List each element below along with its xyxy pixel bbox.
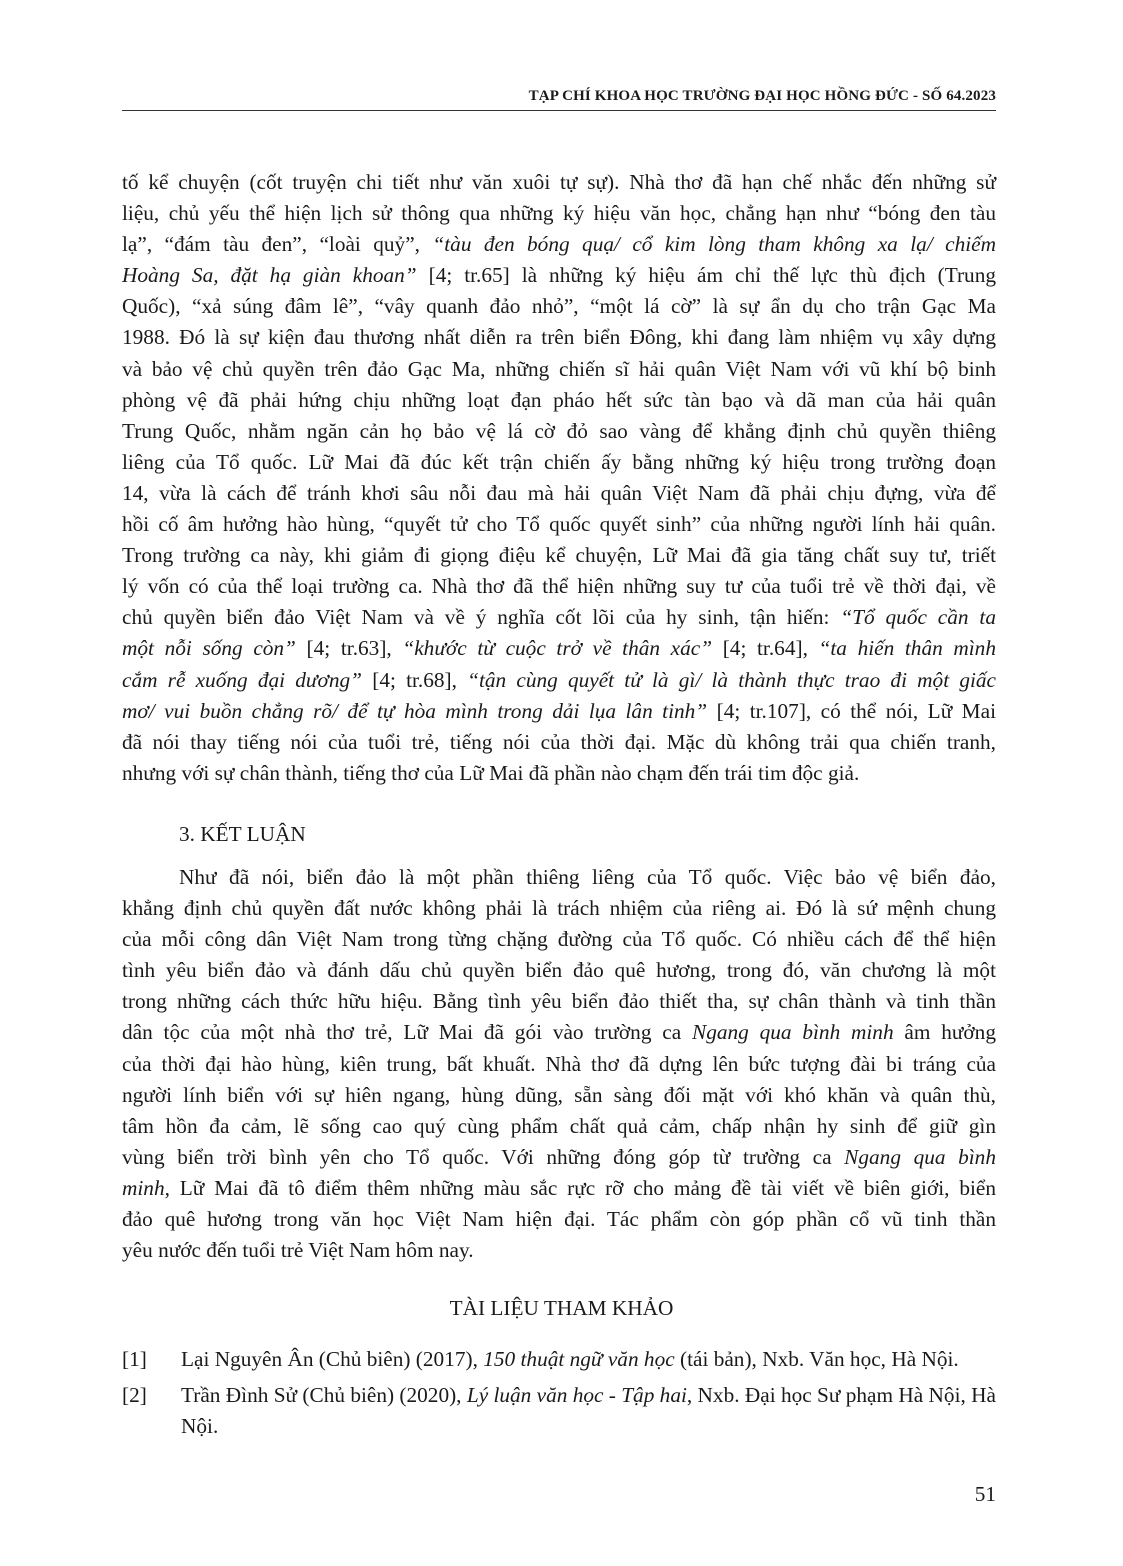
running-header <box>122 86 996 112</box>
quote-italic: “khước từ cuộc trở về thân xác” <box>402 636 713 661</box>
text-run: chủ quyền biển đảo Việt Nam và về ý nghĩa cốt lõi của hy sinh, tận hiến: <box>122 605 841 630</box>
text-line: đã nói thay tiếng nói của tuổi trẻ, tiếng nói của thời đại. Mặc dù không trải qua chiến tranh, <box>122 729 996 754</box>
text-line <box>122 665 996 696</box>
quote-italic: Hoàng Sa, đặt hạ giàn khoan” <box>122 263 417 288</box>
text-line: liệu, chủ yếu thể hiện lịch sử thông qua những ký hiệu văn học, chẳng hạn như “bóng đen tàu <box>122 201 996 226</box>
text-line: Quốc), “xả súng đâm lê”, “vây quanh đảo nhỏ”, “một lá cờ” là sự ẩn dụ cho trận Gạc Ma <box>122 294 996 319</box>
reference-author: Trần Đình Sử (Chủ biên) (2020), <box>181 1383 467 1408</box>
text-line: của thời đại hào hùng, kiên trung, bất khuất. Nhà thơ đã dựng lên bức tượng đài bi tráng của <box>122 1051 996 1076</box>
quote-italic: cắm rễ xuống đại dương” <box>122 667 363 692</box>
reference-number: [1] <box>122 1347 147 1371</box>
text-run: dân tộc của một nhà thơ trẻ, Lữ Mai đã gói vào trường ca <box>122 1020 692 1045</box>
reference-item <box>122 1344 996 1375</box>
header-rule <box>122 110 996 111</box>
reference-title: Lý luận văn học - Tập hai <box>466 1383 687 1408</box>
text-line: phòng vệ đã phải hứng chịu những loạt đạn pháo hết sức tàn bạo và dã man của hải quân <box>122 387 996 412</box>
references-title: TÀI LIỆU THAM KHẢO <box>449 1296 674 1320</box>
text-line <box>122 696 996 727</box>
reference-item <box>122 1380 996 1442</box>
text-line: và bảo vệ chủ quyền trên đảo Gạc Ma, những chiến sĩ hải quân Việt Nam với vũ khí bộ binh <box>122 356 996 381</box>
work-title-italic: minh <box>122 1175 165 1200</box>
text-line: của mỗi công dân Việt Nam trong từng chặng đường của Tổ quốc. Có nhiều cách để thể hiện <box>122 927 996 952</box>
text-line <box>122 1173 996 1204</box>
conclusion-paragraph <box>122 862 996 1266</box>
text-line: Như đã nói, biển đảo là một phần thiêng liêng của Tổ quốc. Việc bảo vệ biển đảo, <box>179 865 996 889</box>
text-line <box>122 633 996 664</box>
work-title-italic: Ngang qua bình <box>844 1144 996 1169</box>
work-title-italic: Ngang qua bình minh <box>692 1020 894 1045</box>
text-line: khẳng định chủ quyền đất nước không phải là trách nhiệm của riêng ai. Đó là sứ mệnh chung <box>122 896 996 921</box>
text-line <box>122 229 996 260</box>
text-run: [4; tr.68], <box>362 667 468 692</box>
reference-title: 150 thuật ngữ văn học <box>483 1347 675 1371</box>
text-line <box>122 1142 996 1173</box>
quote-italic: “tận cùng quyết tử là gì/ là thành thực trao đi một giấc <box>467 667 996 692</box>
text-run: lạ”, “đám tàu đen”, “loài quỷ”, <box>122 232 433 257</box>
text-line: 14, vừa là cách để tránh khơi sâu nỗi đau mà hải quân Việt Nam đã phải chịu đựng, vừa để <box>122 480 996 505</box>
paragraph-continuation <box>122 167 996 789</box>
quote-italic: “tàu đen bóng quạ/ cổ kim lòng tham không xa lạ/ chiếm <box>432 232 996 257</box>
text-run: vùng biển trời bình yên cho Tổ quốc. Với những đóng góp từ trường ca <box>122 1144 845 1169</box>
text-line: nhưng với sự chân thành, tiếng thơ của Lữ Mai đã phần nào chạm đến trái tim độc giả. <box>122 760 860 785</box>
text-run: [4; tr.63], <box>295 636 403 661</box>
reference-text <box>181 1380 996 1442</box>
text-run: [4; tr.65] là những ký hiệu ám chỉ thế lực thù địch (Trung <box>416 263 997 288</box>
page-number: 51 <box>974 1482 996 1506</box>
text-line: lý vốn có của thể loại trường ca. Nhà thơ đã thể hiện những suy tư của tuổi trẻ về thời đại, về <box>122 574 996 599</box>
text-run: âm hưởng <box>893 1020 996 1045</box>
reference-publisher: (tái bản), Nxb. Văn học, Hà Nội. <box>674 1347 959 1371</box>
text-line: hồi cố âm hưởng hào hùng, “quyết tử cho Tổ quốc quyết sinh” của những người lính hải quân. <box>122 512 996 537</box>
text-run: [4; tr.64], <box>712 636 819 661</box>
text-line: liêng của Tổ quốc. Lữ Mai đã đúc kết trận chiến ấy bằng những ký hiệu trong trường đoạn <box>122 449 996 474</box>
reference-author: Lại Nguyên Ân (Chủ biên) (2017), <box>181 1347 484 1371</box>
text-line: đảo quê hương trong văn học Việt Nam hiện đại. Tác phẩm còn góp phần cổ vũ tinh thần <box>122 1207 996 1232</box>
text-line: tố kể chuyện (cốt truyện chi tiết như văn xuôi tự sự). Nhà thơ đã hạn chế nhắc đến những sử <box>122 170 996 194</box>
quote-italic: “ta hiến thân mình <box>818 636 996 661</box>
text-run: , Lữ Mai đã tô điểm thêm những màu sắc rực rỡ cho mảng đề tài viết về biên giới, biển <box>164 1175 996 1200</box>
reference-number: [2] <box>122 1383 147 1408</box>
text-line: tình yêu biển đảo và đánh dấu chủ quyền biển đảo quê hương, trong đó, văn chương là một <box>122 958 996 983</box>
text-line: Trung Quốc, nhằm ngăn cản họ bảo vệ lá cờ đỏ sao vàng để khẳng định chủ quyền thiêng <box>122 418 996 443</box>
text-line <box>122 602 996 633</box>
text-line <box>122 1017 996 1048</box>
text-run: [4; tr.107], có thể nói, Lữ Mai <box>707 698 996 723</box>
references-list <box>122 1344 996 1447</box>
quote-italic: “Tổ quốc cần ta <box>840 605 996 630</box>
reference-publisher: , Nxb. Đại học Sư phạm Hà Nội, Hà Nội. <box>181 1383 996 1439</box>
section-heading: 3. KẾT LUẬN <box>179 822 306 846</box>
quote-italic: một nỗi sống còn” <box>122 636 296 661</box>
text-line: tâm hồn đa cảm, lẽ sống cao quý cùng phẩm chất quả cảm, chấp nhận hy sinh để giữ gìn <box>122 1113 996 1138</box>
text-line <box>122 260 996 291</box>
quote-italic: mơ/ vui buồn chẳng rõ/ để tự hòa mình trong dải lụa lân tinh” <box>122 698 708 723</box>
journal-title: TẠP CHÍ KHOA HỌC TRƯỜNG ĐẠI HỌC HỒNG ĐỨC - SỐ 64.2023 <box>528 88 996 104</box>
text-line: người lính biển với sự hiên ngang, hùng dũng, sẵn sàng đối mặt với khó khăn và quân thù, <box>122 1082 996 1107</box>
reference-text <box>181 1344 996 1375</box>
text-line: 1988. Đó là sự kiện đau thương nhất diễn ra trên biển Đông, khi đang làm nhiệm vụ xây dựng <box>122 325 996 350</box>
text-line: Trong trường ca này, khi giảm đi giọng điệu kể chuyện, Lữ Mai đã gia tăng chất suy tư, triết <box>122 543 996 568</box>
text-line: trong những cách thức hữu hiệu. Bằng tình yêu biển đảo thiết tha, sự chân thành và tinh thần <box>122 989 996 1014</box>
text-line: yêu nước đến tuổi trẻ Việt Nam hôm nay. <box>122 1238 474 1263</box>
